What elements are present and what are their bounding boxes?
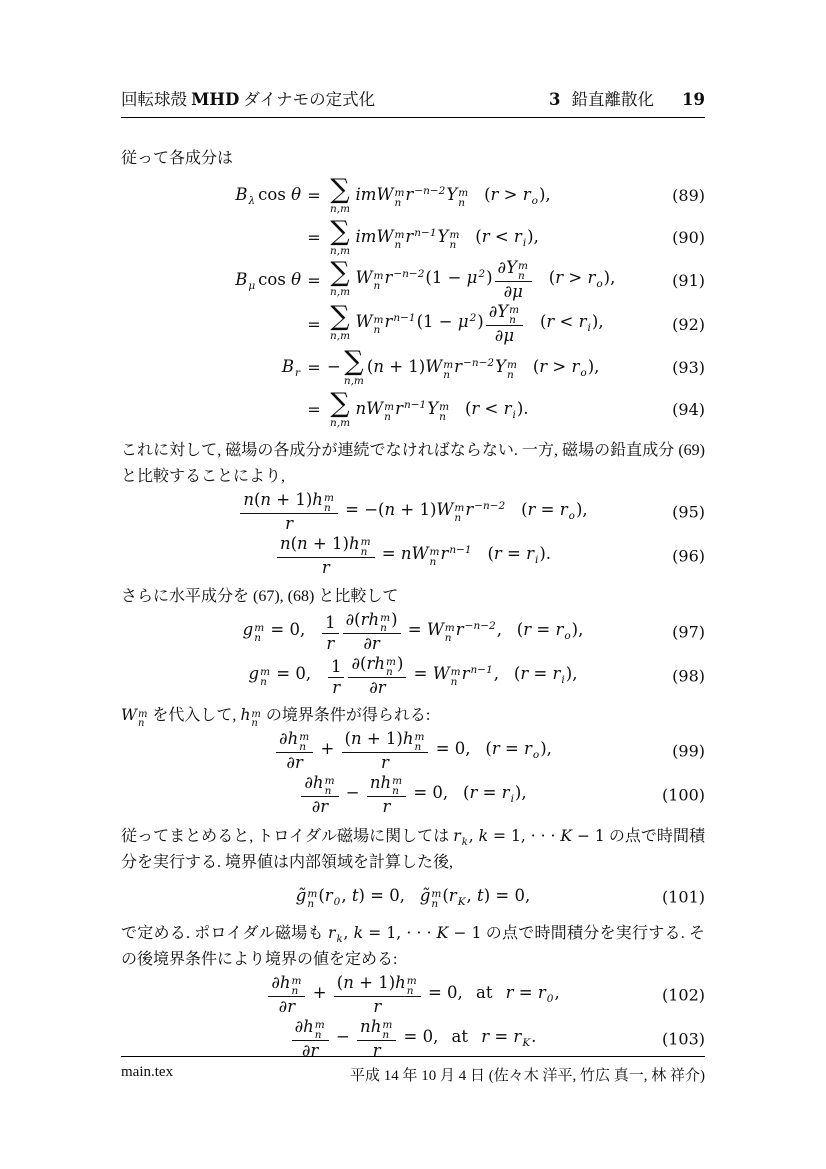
paragraph-4: W m n を代入して, h m n の境界条件が得られる: xyxy=(121,706,431,729)
eq-103-body: ∂h m n ∂r − nh m n r = 0, at r = r K . xyxy=(290,1017,537,1061)
equation-97 xyxy=(121,610,705,654)
equals-sign: = xyxy=(307,314,321,334)
equation-100 xyxy=(121,773,705,817)
equation-number-92: (92) xyxy=(672,314,705,334)
equals-sign: = xyxy=(307,270,321,290)
equation-number-100: (100) xyxy=(661,785,705,805)
eq-91-rhs: ∑ n,m W m n r −n−2 (1 − μ 2 ) ∂Y m n ∂μ (r > r o ), xyxy=(330,257,616,301)
eq-91-lhs: B μ cos θ xyxy=(235,269,301,292)
equation-98 xyxy=(121,654,705,698)
equals-sign: = xyxy=(307,399,321,419)
running-head-title-bold: MHD xyxy=(191,90,240,109)
eq-93-rhs: − ∑ n,m (n + 1)W m n r −n−2 Y m n (r > r o ), xyxy=(327,345,600,387)
eq-90-rhs: ∑ n,m imW m n r n−1 Y m n (r < r i ), xyxy=(330,215,539,257)
eq-89-lhs: B λ cos θ xyxy=(235,184,301,207)
page-number: 19 xyxy=(682,90,705,109)
equation-94 xyxy=(121,388,705,430)
equation-90 xyxy=(121,216,705,258)
paragraph-6: で定める. ポロイダル磁場も r k , k = 1, · · · K − 1 の点で時間積分を実行する. その後境界条件により境界の値を定める: xyxy=(121,924,705,968)
paragraph-3: さらに水平成分を (67), (68) と比較して xyxy=(121,588,399,605)
equation-number-103: (103) xyxy=(661,1029,705,1049)
footer-date-authors: 平成 14 年 10 月 4 日 (佐々木 洋平, 竹広 真一, 林 祥介) xyxy=(350,1068,705,1084)
equation-number-90: (90) xyxy=(672,227,705,247)
eq-95-body: n(n + 1)h m n r = −(n + 1)W m n r −n−2 (r = r o ), xyxy=(238,490,587,534)
equation-99 xyxy=(121,729,705,773)
running-head-title-pre: 回転球殻 xyxy=(121,90,192,109)
eq-101-body: g̃ m n (r 0 , t) = 0, g̃ m n (r K , t) = 0, xyxy=(295,885,531,910)
equation-95 xyxy=(121,490,705,534)
equation-number-102: (102) xyxy=(661,985,705,1005)
paragraph-1: 従って各成分は xyxy=(121,150,234,167)
document-body xyxy=(121,86,705,1061)
equation-101 xyxy=(121,876,705,918)
section-title: 鉛直離散化 xyxy=(571,90,655,109)
eq-92-rhs: ∑ n,m W m n r n−1 (1 − μ 2 ) ∂Y m n ∂μ (r < r i ), xyxy=(330,301,604,345)
eq-94-rhs: ∑ n,m nW m n r n−1 Y m n (r < r i ). xyxy=(330,387,529,429)
running-head-title-post: ダイナモの定式化 xyxy=(239,90,376,109)
running-head-section xyxy=(549,86,705,110)
paragraph-2: これに対して, 磁場の各成分が連続でなければならない. 一方, 磁場の鉛直成分 (69) と比較することにより, xyxy=(121,442,705,485)
equation-92 xyxy=(121,302,705,346)
eq-97-body: g m n = 0, $\frac{1}{r}$ ∂(rh m n ) ∂r = W m n r −n−2 , (r = r o ), xyxy=(242,610,584,653)
page-footer xyxy=(121,1056,705,1085)
equation-number-91: (91) xyxy=(672,270,705,290)
equation-91 xyxy=(121,258,705,302)
footer-filename: main.tex xyxy=(121,1064,174,1080)
equation-89 xyxy=(121,174,705,216)
eq-102-body: ∂h m n ∂r + (n + 1)h m n r = 0, at r = r 0 , xyxy=(266,973,559,1017)
equation-96 xyxy=(121,534,705,578)
eq-93-lhs: B r xyxy=(281,356,300,379)
equals-sign: = xyxy=(307,185,321,205)
equation-number-97: (97) xyxy=(672,622,705,642)
section-number: 3 xyxy=(549,90,561,109)
paragraph-5: 従ってまとめると, トロイダル磁場に関しては r k , k = 1, · · · K − 1 の点で時間積分を実行する. 境界値は内部領域を計算した後, xyxy=(121,827,705,871)
running-head-title xyxy=(121,86,375,110)
equation-number-101: (101) xyxy=(661,887,705,907)
equation-102 xyxy=(121,973,705,1017)
eq-100-body: ∂h m n ∂r − nh m n r = 0, (r = r i ), xyxy=(299,773,526,817)
equation-number-96: (96) xyxy=(672,546,705,566)
running-header xyxy=(121,86,705,118)
equation-block-89-94 xyxy=(121,174,705,430)
equation-number-93: (93) xyxy=(672,357,705,377)
eq-99-body: ∂h m n ∂r + (n + 1)h m n r = 0, (r = r o ), xyxy=(274,729,552,773)
equation-number-94: (94) xyxy=(672,399,705,419)
equals-sign: = xyxy=(307,357,321,377)
equation-number-95: (95) xyxy=(672,502,705,522)
equation-number-89: (89) xyxy=(672,185,705,205)
eq-89-rhs: ∑ n,m imW m n r −n−2 Y m n (r > r o ), xyxy=(330,173,551,215)
eq-98-body: g m n = 0, $\frac{1}{r}$ ∂(rh m n ) ∂r = W m n r n−1 , (r = r i ), xyxy=(248,654,578,697)
equation-number-98: (98) xyxy=(672,666,705,686)
equation-103 xyxy=(121,1017,705,1061)
equation-93 xyxy=(121,346,705,388)
equals-sign: = xyxy=(307,227,321,247)
eq-96-body: n(n + 1)h m n r = nW m n r n−1 (r = r i ). xyxy=(275,534,551,578)
equation-number-99: (99) xyxy=(672,741,705,761)
